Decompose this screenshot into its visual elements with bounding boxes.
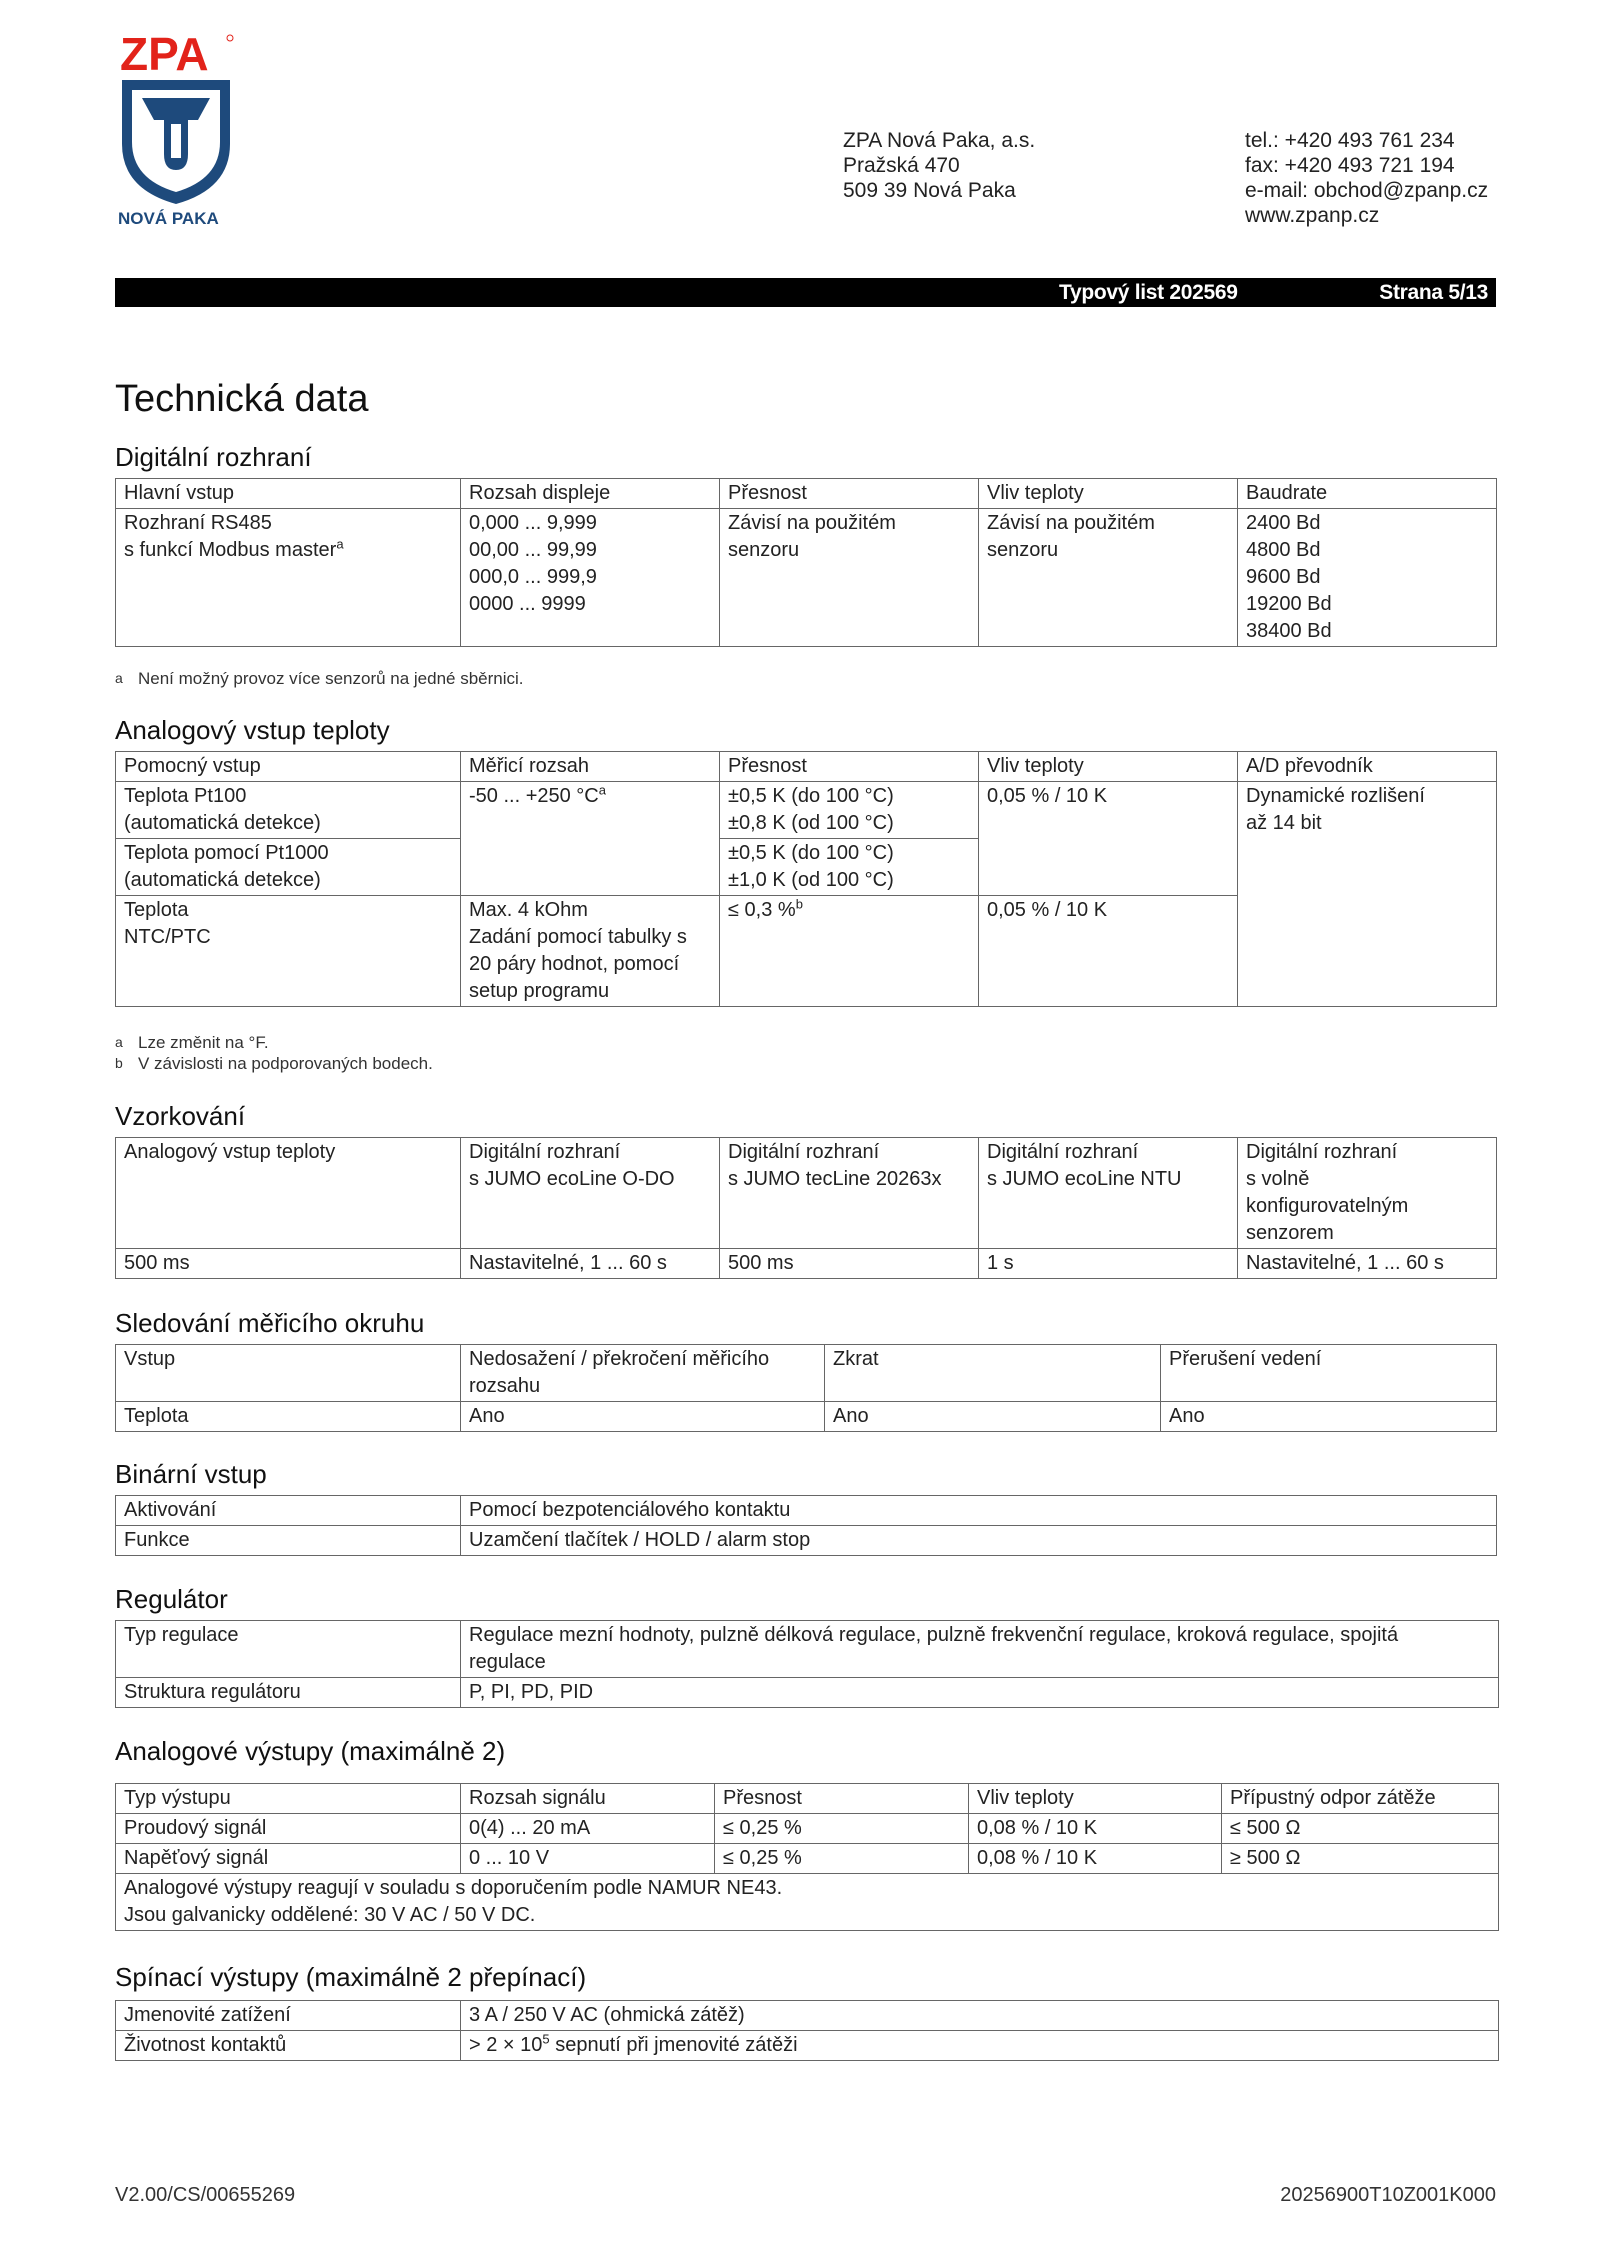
table-header-cell: Přípustný odpor zátěže [1222,1784,1499,1814]
table-cell: Teplota [116,1402,461,1432]
cell-line: senzoru [728,539,800,561]
table-header-cell: Hlavní vstup [116,479,461,509]
table-header-cell: A/D převodník [1238,752,1497,782]
cell-line: 9600 Bd [1246,566,1321,588]
table-cell [461,509,720,647]
table-cell [461,2031,1499,2061]
table-cell: 0,08 % / 10 K [969,1844,1222,1874]
cell-line: senzorem [1246,1222,1334,1244]
table-cell [116,839,461,896]
table-cell: Jmenovité zatížení [116,2001,461,2031]
table-cell [461,782,720,896]
section-heading-controller: Regulátor [115,1584,228,1614]
zpa-logo [118,24,236,224]
cell-line: ±1,0 K (od 100 °C) [728,869,894,891]
table-header-cell [720,1138,979,1249]
footnote-ref: a [336,536,344,552]
footnote-mark: a [115,1034,123,1050]
cell-line: Nedosažení / překročení měřicího [469,1348,770,1370]
table-cell: Nastavitelné, 1 ... 60 s [1238,1249,1497,1279]
table-row [116,1844,1499,1874]
cell-line: Digitální rozhraní [1246,1141,1398,1163]
section-heading-analog-output: Analogové výstupy (maximálně 2) [115,1736,506,1766]
cell-line: 38400 Bd [1246,620,1332,642]
table-header-cell: Rozsah signálu [461,1784,715,1814]
table-cell: Životnost kontaktů [116,2031,461,2061]
table-row [116,1496,1497,1526]
cell-line: Teplota [124,899,189,921]
table-cell [116,896,461,1007]
section-heading-digital: Digitální rozhraní [115,442,312,472]
table-cell: Proudový signál [116,1814,461,1844]
table-cell: Pomocí bezpotenciálového kontaktu [461,1496,1497,1526]
table-header-cell: Zkrat [825,1345,1161,1402]
table-header-cell [461,1345,825,1402]
cell-line: Digitální rozhraní [987,1141,1139,1163]
cell-line: (automatická detekce) [124,812,321,834]
table-header-cell: Baudrate [1238,479,1497,509]
table-row [116,1621,1499,1678]
table-header-cell: Měřicí rozsah [461,752,720,782]
table-cell: ≥ 500 Ω [1222,1844,1499,1874]
superscript: 5 [542,2031,550,2047]
cell-line: 000,0 ... 999,9 [469,566,597,588]
cell-line: 0,000 ... 9,999 [469,512,597,534]
footnote [115,1032,269,1053]
cell-line: 0000 ... 9999 [469,593,586,615]
table-cell: Ano [1161,1402,1497,1432]
header-bar [115,278,1496,307]
cell-line: Závisí na použitém [987,512,1155,534]
table-header-cell [979,1138,1238,1249]
company-line: 509 39 Nová Paka [843,179,1016,202]
doc-label: Typový list 202569 [1059,281,1238,304]
digital-table [115,478,1497,647]
table-row [116,2031,1499,2061]
cell-line: Teplota Pt100 [124,785,247,807]
table-cell [461,1621,1499,1678]
contact-line: tel.: +420 493 761 234 [1245,129,1455,152]
cell-line: s JUMO tecLine 20263x [728,1168,942,1190]
table-cell: 500 ms [116,1249,461,1279]
footnote [115,1053,433,1074]
cell-line: (automatická detekce) [124,869,321,891]
page-label: Strana 5/13 [1379,281,1488,304]
cell-text: sepnutí při jmenovité zátěži [549,2034,798,2056]
cell-line: Teplota pomocí Pt1000 [124,842,329,864]
table-row [116,509,1497,647]
table-cell: 3 A / 250 V AC (ohmická zátěž) [461,2001,1499,2031]
table-cell [116,782,461,839]
table-header-cell [116,1138,461,1249]
cell-line: Analogové výstupy reagují v souladu s doporučením podle NAMUR NE43. [124,1877,783,1899]
table-cell: Funkce [116,1526,461,1556]
table-cell [720,896,979,1007]
table-header-cell: Vliv teploty [979,479,1238,509]
table-row [116,1402,1497,1432]
footnote-ref: a [598,782,606,798]
table-header-cell: Vliv teploty [969,1784,1222,1814]
table-cell: Uzamčení tlačítek / HOLD / alarm stop [461,1526,1497,1556]
binary-table [115,1495,1497,1556]
contact-line: fax: +420 493 721 194 [1245,154,1455,177]
table-cell: 0 ... 10 V [461,1844,715,1874]
table-header-cell: Rozsah displeje [461,479,720,509]
monitoring-table [115,1344,1497,1432]
table-header-cell: Vliv teploty [979,752,1238,782]
table-row [116,1678,1499,1708]
cell-line: Analogový vstup teploty [124,1141,336,1163]
footnote [115,668,524,689]
table-row [116,1526,1497,1556]
table-cell: Struktura regulátoru [116,1678,461,1708]
cell-line: 00,00 ... 99,99 [469,539,597,561]
footnote-ref: b [795,896,803,912]
cell-line: ±0,5 K (do 100 °C) [728,785,894,807]
table-cell: 0,05 % / 10 K [979,782,1238,896]
contact-line[interactable]: e-mail: obchod@zpanp.cz [1245,179,1489,202]
table-cell [720,839,979,896]
cell-line: Rozhraní RS485 [124,512,272,534]
table-row [116,1249,1497,1279]
table-header-cell: Přesnost [720,752,979,782]
table-cell [1238,782,1497,1007]
table-row [116,1874,1499,1931]
table-header-cell: Pomocný vstup [116,752,461,782]
cell-line: s JUMO ecoLine O-DO [469,1168,675,1190]
table-cell: P, PI, PD, PID [461,1678,1499,1708]
logo-text-bottom: NOVÁ PAKA [118,209,219,224]
table-header-cell: Přesnost [715,1784,969,1814]
page-title: Technická data [115,378,369,420]
cell-line: 19200 Bd [1246,593,1332,615]
table-header-row [116,1345,1497,1402]
company-contact [1245,128,1488,228]
table-cell: 1 s [979,1249,1238,1279]
table-header-cell: Přesnost [720,479,979,509]
sampling-table [115,1137,1497,1279]
table-cell: Napěťový signál [116,1844,461,1874]
footer-version: V2.00/CS/00655269 [115,2184,296,2206]
section-heading-binary: Binární vstup [115,1459,267,1489]
cell-line: s volně [1246,1168,1310,1190]
cell-line: setup programu [469,980,610,1002]
table-cell: Typ regulace [116,1621,461,1678]
cell-line: 2400 Bd [1246,512,1321,534]
cell-line: Regulace mezní hodnoty, pulzně délková regulace, pulzně frekvenční regulace, kroková regulace, spojitá [469,1624,1399,1646]
table-header-row [116,479,1497,509]
cell-line: -50 ... +250 °C [469,785,599,807]
section-heading-monitoring: Sledování měřicího okruhu [115,1308,425,1338]
cell-line: 20 páry hodnot, pomocí [469,953,680,975]
section-heading-switching: Spínací výstupy (maximálně 2 přepínací) [115,1962,587,1992]
footnote-text: Není možný provoz více senzorů na jedné sběrnici. [138,669,524,688]
section-heading-analog-input: Analogový vstup teploty [115,715,390,745]
table-cell [720,782,979,839]
table-header-cell: Typ výstupu [116,1784,461,1814]
cell-line: s funkcí Modbus master [124,539,337,561]
cell-line: Digitální rozhraní [469,1141,621,1163]
table-header-cell [461,1138,720,1249]
cell-line: ±0,8 K (od 100 °C) [728,812,894,834]
cell-line: Digitální rozhraní [728,1141,880,1163]
table-cell: Ano [461,1402,825,1432]
cell-line: 4800 Bd [1246,539,1321,561]
footer-code: 20256900T10Z001K000 [1280,2184,1496,2206]
cell-line: až 14 bit [1246,812,1322,834]
table-cell: 0,05 % / 10 K [979,896,1238,1007]
table-cell [979,509,1238,647]
table-cell [1238,509,1497,647]
analog-output-table [115,1783,1499,1931]
table-header-cell [1238,1138,1497,1249]
footnote-text: V závislosti na podporovaných bodech. [138,1054,433,1073]
table-cell [720,509,979,647]
table-cell: Ano [825,1402,1161,1432]
footnote-mark: a [115,670,123,686]
table-cell: 0(4) ... 20 mA [461,1814,715,1844]
table-header-row [116,1784,1499,1814]
table-row [116,2001,1499,2031]
cell-line: ±0,5 K (do 100 °C) [728,842,894,864]
table-header-row [116,752,1497,782]
cell-line: Závisí na použitém [728,512,896,534]
contact-line[interactable]: www.zpanp.cz [1245,204,1380,227]
table-row [116,782,1497,839]
cell-line: NTC/PTC [124,926,211,948]
footnote-text: Lze změnit na °F. [138,1033,269,1052]
table-cell [461,896,720,1007]
cell-line: konfigurovatelným [1246,1195,1409,1217]
table-header-cell: Přerušení vedení [1161,1345,1497,1402]
table-cell: Aktivování [116,1496,461,1526]
cell-line: rozsahu [469,1375,541,1397]
cell-line: s JUMO ecoLine NTU [987,1168,1182,1190]
logo-text-top: ZPA [120,28,209,80]
footnote-mark: b [115,1055,123,1071]
table-header-cell: Vstup [116,1345,461,1402]
cell-line: ≤ 0,3 % [728,899,796,921]
company-line: Pražská 470 [843,154,960,177]
table-note-cell [116,1874,1499,1931]
cell-line: Dynamické rozlišení [1246,785,1425,807]
cell-line: Max. 4 kOhm [469,899,588,921]
table-cell: Nastavitelné, 1 ... 60 s [461,1249,720,1279]
table-row [116,1814,1499,1844]
company-address [843,128,1035,203]
table-cell: ≤ 0,25 % [715,1844,969,1874]
cell-line: senzoru [987,539,1059,561]
table-cell: ≤ 0,25 % [715,1814,969,1844]
analog-input-table [115,751,1497,1007]
table-cell: ≤ 500 Ω [1222,1814,1499,1844]
switching-table [115,2000,1499,2061]
table-cell: 0,08 % / 10 K [969,1814,1222,1844]
table-cell: 500 ms [720,1249,979,1279]
table-header-row [116,1138,1497,1249]
cell-text: > 2 × 10 [469,2034,543,2056]
cell-line: regulace [469,1651,546,1673]
cell-line: Jsou galvanicky oddělené: 30 V AC / 50 V DC. [124,1904,536,1926]
controller-table [115,1620,1499,1708]
table-cell [116,509,461,647]
cell-line: Zadání pomocí tabulky s [469,926,687,948]
company-line: ZPA Nová Paka, a.s. [843,129,1036,152]
section-heading-sampling: Vzorkování [115,1101,246,1131]
